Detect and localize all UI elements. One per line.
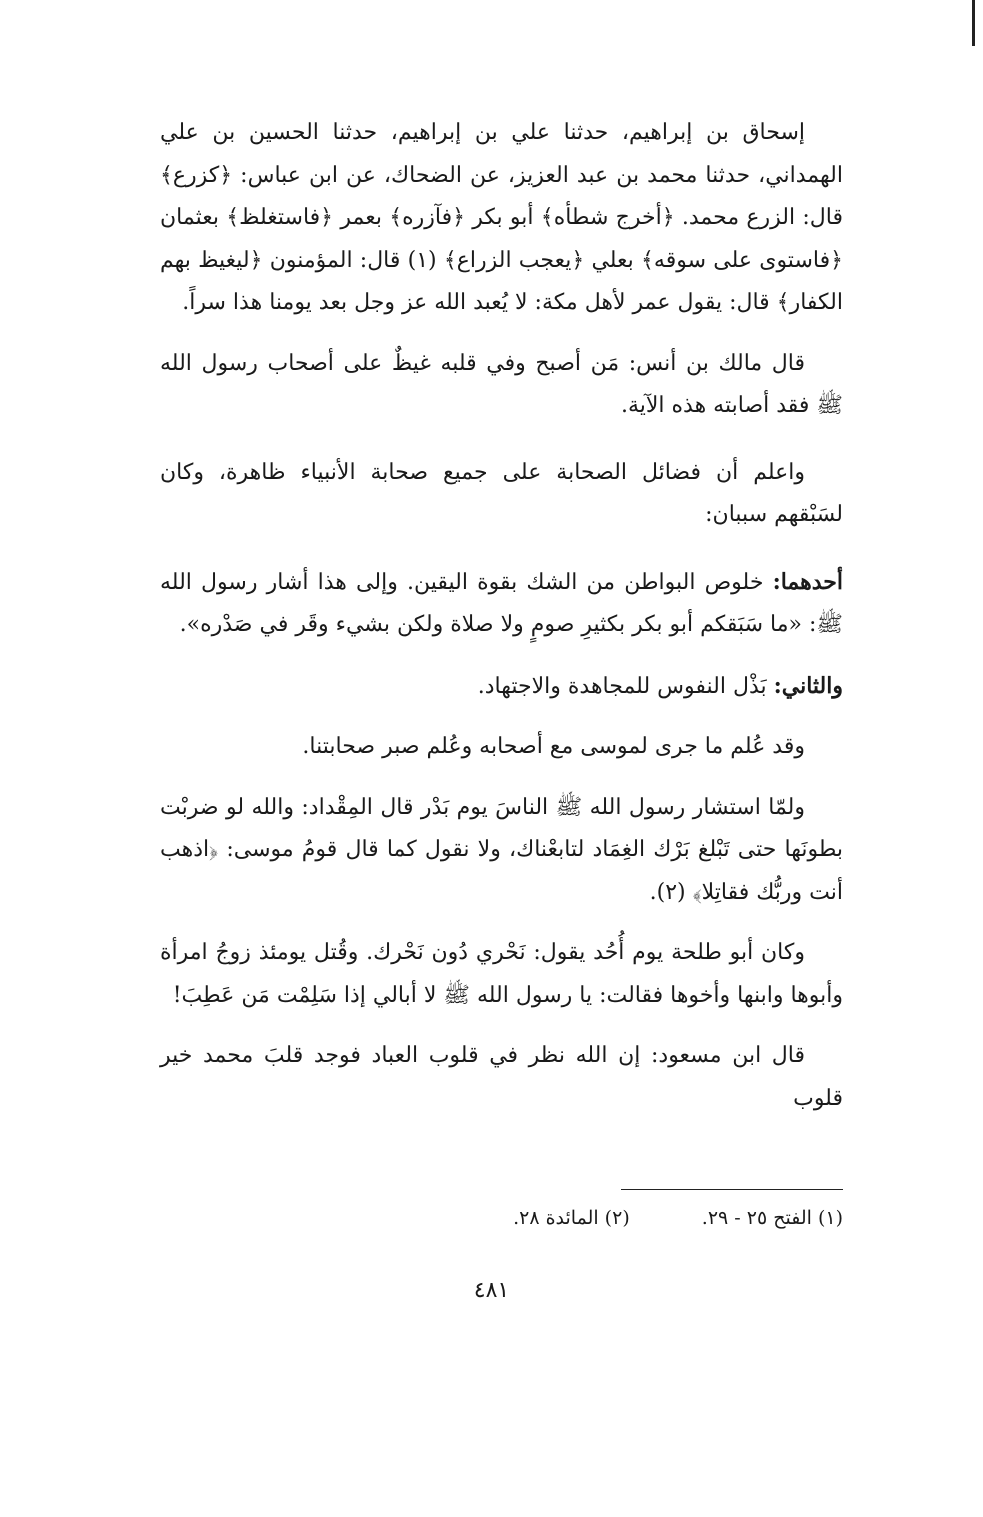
footnote-2: (٢) المائدة ٢٨. [513, 1207, 630, 1229]
paragraph-text: وقد عُلم ما جرى لموسى مع أصحابه وعُلم صبر صحابتنا. [302, 734, 805, 759]
paragraph-lead: والثاني: [773, 672, 843, 699]
paragraph-badr [160, 787, 843, 915]
paragraph-text: ولمّا استشار رسول الله ﷺ الناسَ يوم بَدْر قال المِقْداد: والله لو ضربْت بطونَها حتى تَبْلغ بَرْك الغِمَاد لتابعْناك، ولا نقول كما قال قومُ موسى: ﴿اذهب أنت وربُّك فقاتِلا﴾ (٢). [160, 794, 843, 905]
paragraph-virtues [160, 452, 843, 537]
paragraph-text: قال ابن مسعود: إن الله نظر في قلوب العباد فوجد قلبَ محمد خير قلوب [160, 1043, 843, 1111]
paragraph-ibn-masud [160, 1035, 843, 1120]
paragraph-text: إسحاق بن إبراهيم، حدثنا علي بن إبراهيم، حدثنا الحسين بن علي الهمداني، حدثنا محمد بن عبد العزيز، عن الضحاك، عن ابن عباس: ﴿كزرع﴾ قال: الزرع محمد. ﴿أخرج شطأه﴾ أبو بكر ﴿فآزره﴾ بعمر ﴿فاستغلظ﴾ بعثمان ﴿فاستوى على سوقه﴾ بعلي ﴿يعجب الزراع﴾ (١) قال: المؤمنون ﴿ليغيظ بهم الكفار﴾ قال: يقول عمر لأهل مكة: لا يُعبد الله عز وجل بعد يومنا هذا سراً. [160, 120, 843, 315]
paragraph-text: وكان أبو طلحة يوم أُحُد يقول: نَحْري دُون نَحْرك. وقُتل يومئذ زوجُ امرأة وأبوها وابنها وأخوها فقالت: يا رسول الله ﷺ لا أبالي إذا سَلِمْت مَن عَطِبَ! [160, 940, 843, 1008]
paragraph-text: بَذْل النفوس للمجاهدة والاجتهاد. [477, 673, 767, 699]
paragraph-isnad [160, 112, 843, 325]
paragraph-text: واعلم أن فضائل الصحابة على جميع صحابة الأنبياء ظاهرة، وكان لسَبْقهم سببان: [160, 459, 843, 527]
paragraph-abu-talha [160, 932, 843, 1017]
paragraph-musa [160, 726, 843, 769]
footnote-1: (١) الفتح ٢٥ - ٢٩. [701, 1207, 843, 1229]
scan-edge-mark [972, 0, 975, 46]
paragraph-second-reason [160, 665, 843, 709]
paragraph-text: خلوص البواطن من الشك بقوة اليقين. وإلى هذا أشار رسول الله ﷺ: «ما سَبَقكم أبو بكر بكثيرِ صومٍ ولا صلاة ولكن بشيء وقَر في صَدْره». [160, 569, 843, 637]
page-number: ٤٨١ [473, 1278, 510, 1303]
paragraph-lead: أحدهما: [772, 568, 844, 595]
footnote-separator [621, 1189, 843, 1190]
paragraph-first-reason [160, 561, 843, 647]
footnotes [283, 1206, 843, 1230]
paragraph-text: قال مالك بن أنس: مَن أصبح وفي قلبه غيظٌ على أصحاب رسول الله ﷺ فقد أصابته هذه الآية. [160, 350, 843, 418]
page-body [160, 112, 843, 1138]
paragraph-malik [160, 343, 843, 428]
